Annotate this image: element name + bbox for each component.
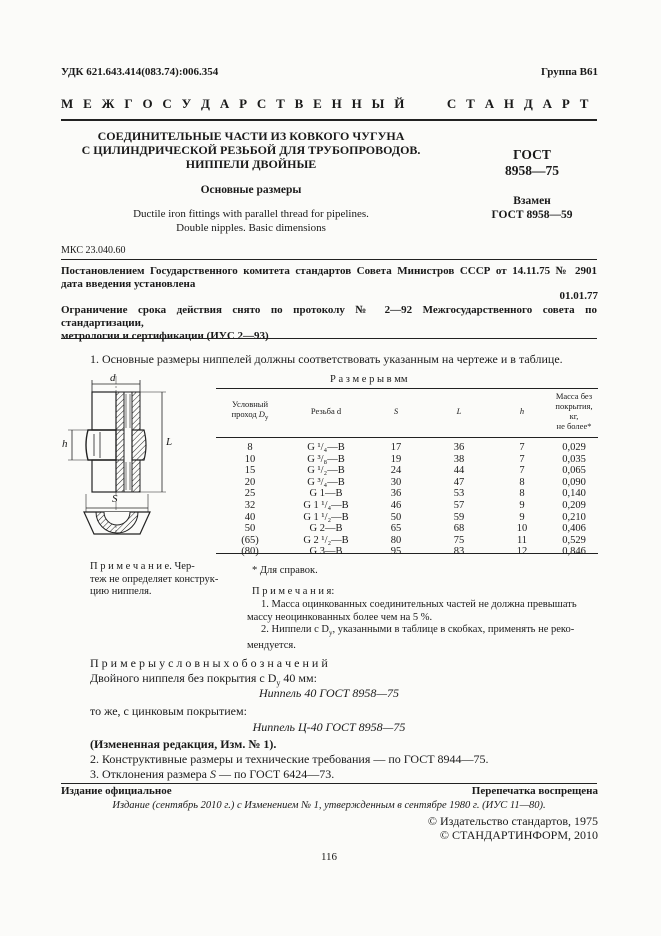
limit-line-2: метрологии и сертификации (ИУС 2—93) (61, 330, 269, 342)
header-mass-line-1: Масса без (555, 391, 593, 401)
table-caption: Р а з м е р ы в мм (330, 374, 408, 385)
cell-h: 7 (519, 453, 525, 465)
examples-heading: П р и м е р ы у с л о в н ы х о б о з н а ч е н и й (90, 656, 328, 670)
cell-h: 8 (519, 488, 525, 500)
mks-code: МКС 23.040.60 (61, 245, 126, 256)
cell-s: 17 (390, 442, 402, 453)
cell-dy: 20 (244, 476, 256, 488)
header-thread: Резьба d (284, 389, 368, 438)
cell-l: 59 (453, 511, 465, 523)
table-row (216, 438, 598, 454)
table-footnote: * Для справок. (252, 565, 318, 576)
cell-mass: 0,035 (562, 453, 586, 465)
table-row (216, 488, 598, 500)
cell-mass: 0,090 (562, 476, 586, 488)
cell-dy: (80) (241, 546, 259, 558)
dimensions-table (216, 389, 598, 558)
table-row (216, 523, 598, 535)
cell-s: 80 (390, 534, 402, 546)
header-s: S (368, 389, 424, 438)
header-mass-line-3: не более* (556, 421, 592, 431)
cell-h: 12 (516, 546, 528, 558)
header-h: h (494, 389, 550, 438)
nipple-drawing (60, 372, 180, 542)
drawing-note (90, 561, 218, 599)
table-row (216, 477, 598, 489)
note-1-line-1: 1. Масса оцинкованных соединительных частей не должна превышать (261, 599, 577, 610)
designation-1: Ниппель 40 ГОСТ 8958—75 (258, 686, 400, 700)
cell-mass: 0,209 (562, 499, 586, 511)
example-1-sub: y (276, 678, 281, 688)
amendment-note: (Измененная редакция, Изм. № 1). (90, 737, 277, 751)
cell-l: 38 (453, 453, 465, 465)
page-number: 116 (320, 851, 338, 863)
cell-h: 7 (519, 442, 525, 453)
title-line-2: С ЦИЛИНДРИЧЕСКОЙ РЕЗЬБОЙ ДЛЯ ТРУБОПРОВОДОВ. (81, 143, 421, 157)
cell-s: 36 (390, 488, 402, 500)
note-1-line-2: массу неоцинкованных более чем на 5 %. (247, 611, 433, 623)
cell-dy: 40 (244, 511, 256, 523)
title-line-3: НИППЕЛИ ДВОЙНЫЕ (185, 157, 317, 171)
cell-h: 7 (519, 465, 525, 477)
gost-label: ГОСТ (513, 147, 551, 162)
decree-line-2: дата введения установлена (61, 278, 196, 290)
table-bottom-rule (216, 553, 598, 554)
cell-mass: 0,029 (562, 442, 586, 453)
cell-mass: 0,210 (562, 511, 586, 523)
cell-dy: (65) (241, 534, 259, 546)
copyright-block (428, 814, 598, 842)
designation-2: Ниппель Ц-40 ГОСТ 8958—75 (252, 720, 406, 734)
note-2-sub: y (328, 629, 333, 638)
header-dy-line-1: Условный (231, 399, 269, 410)
cell-l: 68 (453, 523, 465, 535)
udk-code: УДК 621.643.414(083.74):006.354 (61, 66, 219, 78)
header-dy-symbol: D (258, 409, 265, 420)
note-2-text-a: 2. Ниппели с D (261, 624, 329, 635)
copyright-1: © Издательство стандартов, 1975 (427, 814, 598, 828)
cell-l: 83 (453, 546, 465, 558)
cell-dy: 32 (244, 499, 256, 511)
example-1-a: Двойного ниппеля без покрытия с D (90, 671, 277, 685)
cell-thread: G ¹/₂—B (307, 465, 345, 477)
subtitle: Основные размеры (200, 184, 302, 196)
cell-thread: G 2—B (309, 523, 343, 535)
header-l: L (424, 389, 494, 438)
header-dy-line-2: проход (231, 409, 257, 420)
header-dy (216, 389, 284, 438)
cell-h: 11 (516, 534, 528, 546)
clause-3-b: — по ГОСТ 6424—73. (215, 767, 335, 781)
cell-mass: 0,406 (562, 523, 586, 535)
standard-banner: М Е Ж Г О С У Д А Р С Т В Е Н Н Ы Й С Т А Н Д А Р Т (61, 96, 592, 111)
title-line-1: СОЕДИНИТЕЛЬНЫЕ ЧАСТИ ИЗ КОВКОГО ЧУГУНА (97, 129, 405, 143)
gost-designation (482, 147, 582, 179)
english-title-line-2: Double nipples. Basic dimensions (176, 222, 326, 234)
cell-h: 10 (516, 523, 528, 535)
official-edition: Издание официальное (61, 785, 172, 797)
cell-l: 53 (453, 488, 465, 500)
cell-s: 19 (390, 453, 402, 465)
cell-dy: 15 (244, 465, 256, 477)
table-row (216, 535, 598, 547)
drawing-note-line-1: П р и м е ч а н и е. Чер- (90, 561, 195, 572)
header-mass (550, 389, 598, 438)
note-2-line-1 (247, 624, 598, 640)
dimension-s-label: S (112, 493, 118, 505)
cell-s: 24 (390, 465, 402, 477)
cell-thread: G 2 ¹/₂—B (303, 534, 349, 546)
mks-rule (61, 259, 597, 260)
cell-thread: G 1—B (309, 488, 343, 500)
group-code: Группа В61 (540, 66, 598, 78)
cell-dy: 8 (247, 442, 253, 453)
cell-s: 30 (390, 476, 402, 488)
drawing-note-line-2: теж не определяет конструк- (90, 573, 219, 585)
notes-block (247, 599, 598, 652)
clause-2: 2. Конструктивные размеры и технические требования — по ГОСТ 8944—75. (90, 752, 489, 766)
reprint-prohibited: Перепечатка воспрещена (471, 785, 598, 797)
cell-s: 46 (390, 499, 402, 511)
note-2-line-2: мендуется. (247, 639, 296, 651)
decree-line-1: Постановлением Государственного комитета стандартов Совета Министров СССР от 14.11.75 № 2901 (61, 265, 597, 277)
cell-l: 47 (453, 476, 465, 488)
cell-thread: G ³/₈—B (307, 453, 345, 465)
copyright-2: © СТАНДАРТИНФОРМ, 2010 (439, 828, 598, 842)
replaces-number: ГОСТ 8958—59 (491, 209, 573, 221)
header-rule (61, 119, 597, 121)
introduction-date: 01.01.77 (559, 290, 598, 302)
cell-mass: 0,065 (562, 465, 586, 477)
note-2-text-b: , указанными в таблице в скобках, применять не реко- (332, 624, 575, 635)
replaces-block (470, 194, 594, 222)
table-row (216, 500, 598, 512)
dimension-l-label: L (166, 436, 173, 448)
title-block (61, 129, 441, 171)
cell-thread: G ³/₄—B (307, 476, 345, 488)
dimension-h-label: h (62, 438, 68, 450)
cell-l: 44 (453, 465, 465, 477)
cell-thread: G 1 ¹/₄—B (303, 499, 349, 511)
cell-s: 65 (390, 523, 402, 535)
cell-dy: 10 (244, 453, 256, 465)
table-row (216, 512, 598, 524)
example-1-text (90, 671, 317, 687)
cell-thread: G 1 ¹/₂—B (303, 511, 349, 523)
table-row (216, 454, 598, 466)
cell-l: 36 (453, 442, 465, 453)
cell-dy: 25 (244, 488, 256, 500)
example-1-b: 40 мм: (280, 671, 317, 685)
english-title (61, 207, 441, 235)
cell-thread: G 3—B (309, 546, 343, 558)
cell-l: 57 (453, 499, 465, 511)
clause-3 (90, 767, 334, 782)
cell-h: 9 (519, 511, 525, 523)
cell-mass: 0,846 (562, 546, 586, 558)
cell-mass: 0,529 (562, 534, 586, 546)
example-2-text: то же, с цинковым покрытием: (90, 704, 247, 718)
english-title-line-1: Ductile iron fittings with parallel thread for pipelines. (133, 208, 369, 220)
header-mass-line-2: покрытия, кг, (555, 401, 593, 421)
clause-1: 1. Основные размеры ниппелей должны соответствовать указанным на чертеже и в таблице. (90, 352, 563, 366)
drawing-note-line-3: цию ниппеля. (90, 586, 152, 597)
footer-rule (61, 783, 597, 784)
replaces-label: Взамен (513, 195, 551, 207)
header-dy-sub: y (264, 413, 269, 422)
clause-3-a: 3. Отклонения размера (90, 767, 210, 781)
cell-h: 8 (519, 476, 525, 488)
table-row (216, 465, 598, 477)
cell-dy: 50 (244, 523, 256, 535)
decree (61, 265, 597, 291)
edition-note: Издание (сентябрь 2010 г.) с Изменением № 1, утвержденным в сентябре 1980 г. (ИУС 11—80). (112, 800, 546, 811)
limit-line-1: Ограничение срока действия снято по протоколу № 2—92 Межгосударственного совета по стандартизации, (61, 304, 597, 329)
dimension-d-label: d (110, 372, 116, 384)
cell-h: 9 (519, 499, 525, 511)
decree-rule (61, 338, 597, 339)
gost-number: 8958—75 (505, 163, 559, 178)
cell-s: 95 (390, 546, 402, 558)
cell-s: 50 (390, 511, 402, 523)
cell-thread: G ¹/₄—B (307, 442, 345, 453)
notes-heading: П р и м е ч а н и я: (252, 586, 335, 597)
table-header-row (216, 389, 598, 438)
clause-3-s: S (209, 767, 216, 781)
cell-mass: 0,140 (562, 488, 586, 500)
cell-l: 75 (453, 534, 465, 546)
